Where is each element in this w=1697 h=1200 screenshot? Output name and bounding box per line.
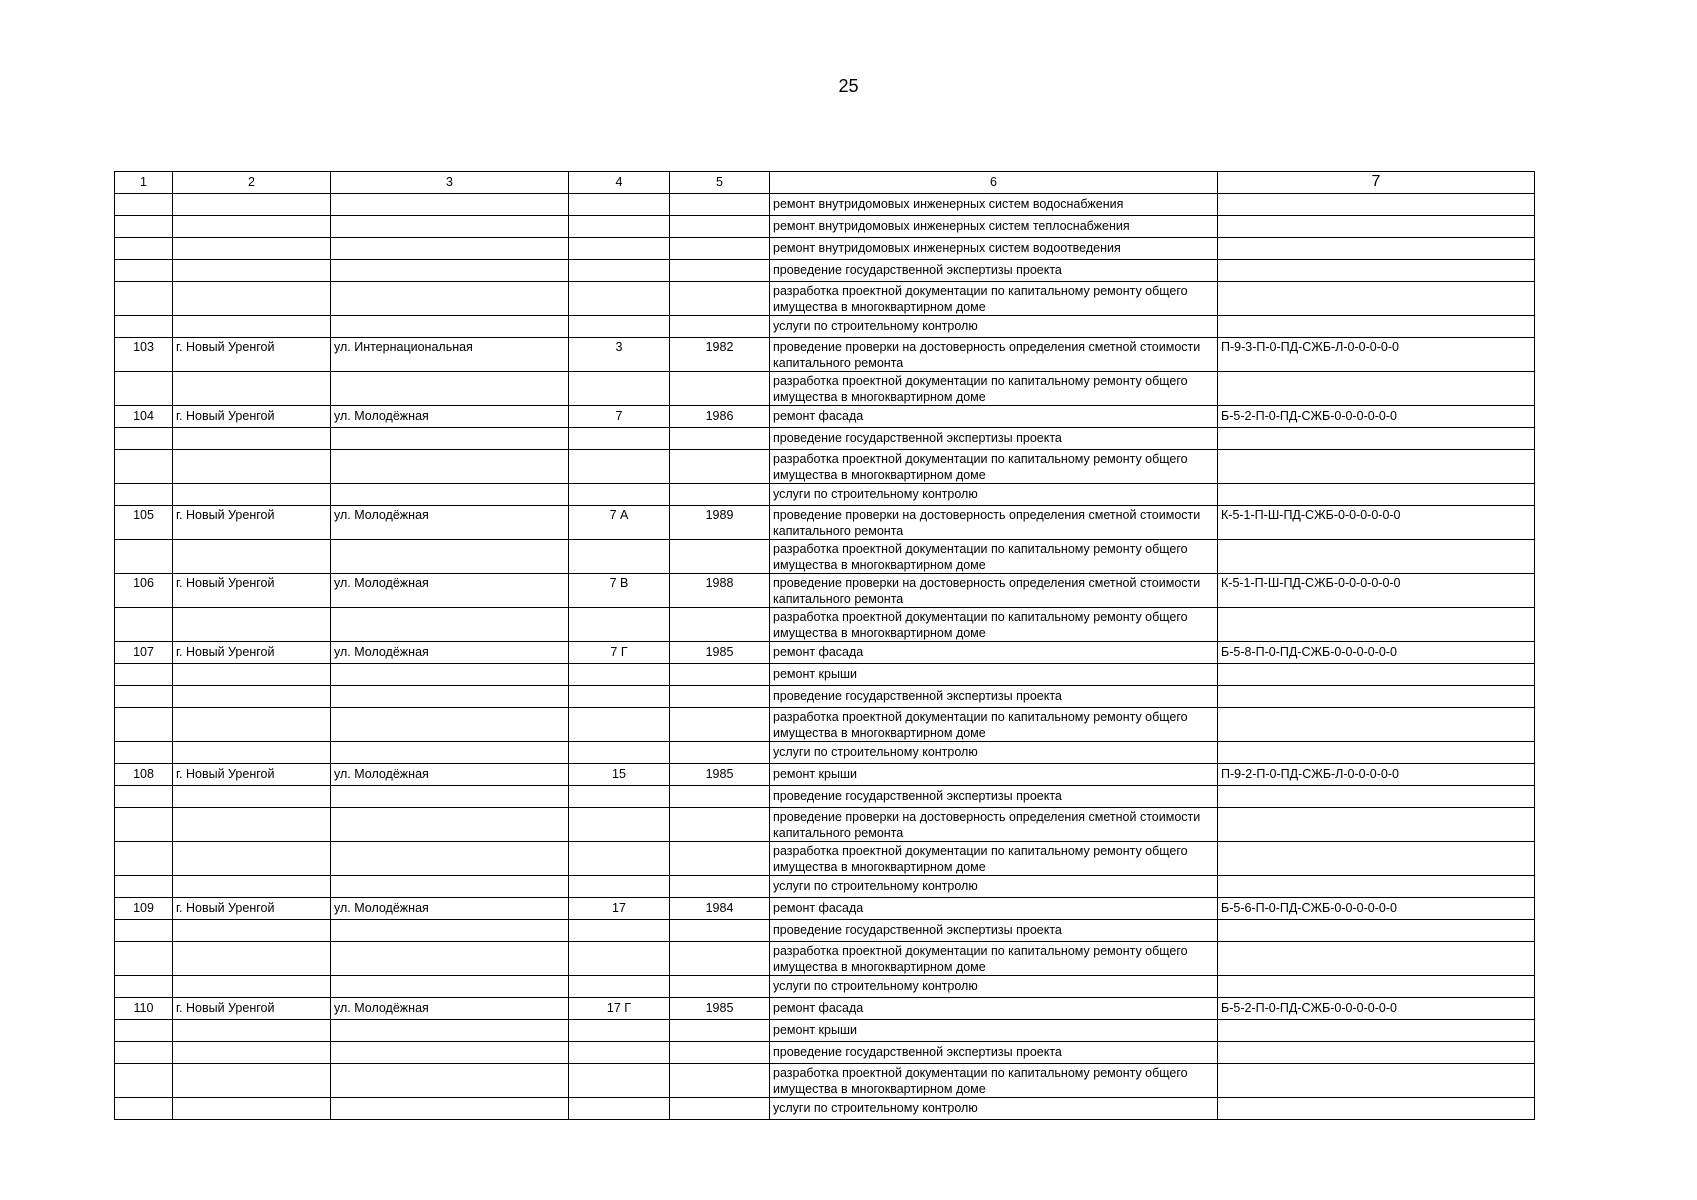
city-cell [173, 808, 331, 842]
row-number [115, 842, 173, 876]
city-cell [173, 708, 331, 742]
street-cell [331, 686, 569, 708]
row-number [115, 450, 173, 484]
table-row [115, 428, 1535, 450]
street-cell [331, 708, 569, 742]
city-cell [173, 976, 331, 998]
year-cell: 1989 [670, 506, 770, 540]
house-number-cell [569, 1042, 670, 1064]
year-cell [670, 686, 770, 708]
work-plan-table [114, 171, 1535, 1120]
row-number [115, 942, 173, 976]
street-cell: ул. Молодёжная [331, 898, 569, 920]
table-row [115, 1064, 1535, 1098]
header-cell-4: 4 [569, 172, 670, 194]
year-cell: 1984 [670, 898, 770, 920]
city-cell [173, 742, 331, 764]
header-cell-7: 7 [1218, 172, 1535, 194]
work-type-cell: ремонт фасада [770, 406, 1218, 428]
year-cell [670, 942, 770, 976]
header-cell-6: 6 [770, 172, 1218, 194]
street-cell: ул. Молодёжная [331, 574, 569, 608]
street-cell [331, 484, 569, 506]
work-type-cell: проведение проверки на достоверность определения сметной стоимости капитального ремонта [770, 574, 1218, 608]
row-number [115, 976, 173, 998]
year-cell: 1986 [670, 406, 770, 428]
table-row [115, 686, 1535, 708]
building-code-cell [1218, 316, 1535, 338]
city-cell [173, 372, 331, 406]
street-cell [331, 976, 569, 998]
city-cell [173, 540, 331, 574]
building-code-cell [1218, 540, 1535, 574]
row-number [115, 316, 173, 338]
table-row [115, 664, 1535, 686]
work-type-cell: ремонт внутридомовых инженерных систем теплоснабжения [770, 216, 1218, 238]
row-number: 104 [115, 406, 173, 428]
year-cell [670, 920, 770, 942]
street-cell [331, 540, 569, 574]
work-type-cell: проведение государственной экспертизы проекта [770, 260, 1218, 282]
building-code-cell: Б-5-2-П-0-ПД-СЖБ-0-0-0-0-0-0 [1218, 406, 1535, 428]
table-row [115, 808, 1535, 842]
table-row [115, 642, 1535, 664]
street-cell [331, 260, 569, 282]
building-code-cell [1218, 842, 1535, 876]
work-type-cell: разработка проектной документации по капитальному ремонту общего имущества в многоквартирном доме [770, 708, 1218, 742]
building-code-cell: Б-5-2-П-0-ПД-СЖБ-0-0-0-0-0-0 [1218, 998, 1535, 1020]
city-cell [173, 450, 331, 484]
table-row [115, 1098, 1535, 1120]
table-row [115, 876, 1535, 898]
year-cell [670, 428, 770, 450]
building-code-cell: Б-5-8-П-0-ПД-СЖБ-0-0-0-0-0-0 [1218, 642, 1535, 664]
table-row [115, 316, 1535, 338]
building-code-cell [1218, 238, 1535, 260]
row-number [115, 786, 173, 808]
table-row [115, 260, 1535, 282]
year-cell [670, 260, 770, 282]
city-cell [173, 238, 331, 260]
house-number-cell [569, 1064, 670, 1098]
house-number-cell [569, 942, 670, 976]
street-cell [331, 1020, 569, 1042]
city-cell [173, 608, 331, 642]
city-cell [173, 216, 331, 238]
table-row [115, 764, 1535, 786]
street-cell: ул. Молодёжная [331, 998, 569, 1020]
street-cell [331, 608, 569, 642]
city-cell: г. Новый Уренгой [173, 574, 331, 608]
city-cell: г. Новый Уренгой [173, 998, 331, 1020]
street-cell [331, 282, 569, 316]
work-type-cell: проведение государственной экспертизы проекта [770, 1042, 1218, 1064]
year-cell [670, 1098, 770, 1120]
house-number-cell [569, 238, 670, 260]
work-type-cell: разработка проектной документации по капитальному ремонту общего имущества в многоквартирном доме [770, 540, 1218, 574]
row-number [115, 540, 173, 574]
header-cell-3: 3 [331, 172, 569, 194]
work-type-cell: проведение проверки на достоверность определения сметной стоимости капитального ремонта [770, 338, 1218, 372]
row-number [115, 920, 173, 942]
street-cell [331, 1098, 569, 1120]
work-type-cell: разработка проектной документации по капитальному ремонту общего имущества в многоквартирном доме [770, 1064, 1218, 1098]
row-number [115, 260, 173, 282]
building-code-cell [1218, 1098, 1535, 1120]
table-row [115, 216, 1535, 238]
city-cell: г. Новый Уренгой [173, 506, 331, 540]
table-row [115, 540, 1535, 574]
street-cell [331, 1064, 569, 1098]
year-cell [670, 608, 770, 642]
table-body [115, 172, 1535, 1120]
year-cell [670, 1064, 770, 1098]
row-number [115, 216, 173, 238]
row-number: 107 [115, 642, 173, 664]
house-number-cell: 17 [569, 898, 670, 920]
building-code-cell [1218, 608, 1535, 642]
street-cell [331, 664, 569, 686]
house-number-cell: 7 А [569, 506, 670, 540]
building-code-cell [1218, 808, 1535, 842]
table-row [115, 506, 1535, 540]
house-number-cell: 17 Г [569, 998, 670, 1020]
street-cell [331, 920, 569, 942]
work-type-cell: проведение проверки на достоверность определения сметной стоимости капитального ремонта [770, 808, 1218, 842]
building-code-cell [1218, 686, 1535, 708]
row-number [115, 1042, 173, 1064]
table-row [115, 842, 1535, 876]
year-cell [670, 976, 770, 998]
year-cell [670, 316, 770, 338]
house-number-cell [569, 1020, 670, 1042]
table-row [115, 406, 1535, 428]
row-number [115, 282, 173, 316]
street-cell [331, 876, 569, 898]
building-code-cell: К-5-1-П-Ш-ПД-СЖБ-0-0-0-0-0-0 [1218, 574, 1535, 608]
city-cell: г. Новый Уренгой [173, 898, 331, 920]
year-cell [670, 1020, 770, 1042]
city-cell [173, 1020, 331, 1042]
year-cell [670, 664, 770, 686]
building-code-cell [1218, 260, 1535, 282]
street-cell: ул. Молодёжная [331, 506, 569, 540]
house-number-cell [569, 876, 670, 898]
city-cell [173, 1042, 331, 1064]
table-row [115, 1020, 1535, 1042]
building-code-cell [1218, 428, 1535, 450]
building-code-cell [1218, 708, 1535, 742]
building-code-cell [1218, 664, 1535, 686]
city-cell [173, 664, 331, 686]
street-cell: ул. Интернациональная [331, 338, 569, 372]
work-type-cell: проведение государственной экспертизы проекта [770, 920, 1218, 942]
house-number-cell [569, 484, 670, 506]
building-code-cell [1218, 194, 1535, 216]
city-cell [173, 194, 331, 216]
table-header-row [115, 172, 1535, 194]
house-number-cell [569, 976, 670, 998]
row-number [115, 1064, 173, 1098]
house-number-cell [569, 428, 670, 450]
street-cell [331, 942, 569, 976]
house-number-cell: 3 [569, 338, 670, 372]
row-number: 108 [115, 764, 173, 786]
city-cell: г. Новый Уренгой [173, 406, 331, 428]
row-number [115, 238, 173, 260]
table-row [115, 484, 1535, 506]
building-code-cell [1218, 976, 1535, 998]
street-cell [331, 238, 569, 260]
year-cell [670, 282, 770, 316]
year-cell: 1982 [670, 338, 770, 372]
header-cell-2: 2 [173, 172, 331, 194]
house-number-cell [569, 194, 670, 216]
header-cell-5: 5 [670, 172, 770, 194]
city-cell [173, 942, 331, 976]
street-cell [331, 742, 569, 764]
city-cell: г. Новый Уренгой [173, 764, 331, 786]
building-code-cell [1218, 876, 1535, 898]
row-number [115, 1020, 173, 1042]
table-row [115, 742, 1535, 764]
work-type-cell: проведение государственной экспертизы проекта [770, 686, 1218, 708]
table-row [115, 976, 1535, 998]
city-cell: г. Новый Уренгой [173, 642, 331, 664]
city-cell [173, 686, 331, 708]
street-cell [331, 428, 569, 450]
street-cell [331, 372, 569, 406]
year-cell [670, 876, 770, 898]
street-cell [331, 1042, 569, 1064]
year-cell [670, 742, 770, 764]
table-row [115, 282, 1535, 316]
street-cell: ул. Молодёжная [331, 642, 569, 664]
row-number: 110 [115, 998, 173, 1020]
city-cell [173, 842, 331, 876]
work-type-cell: проведение проверки на достоверность определения сметной стоимости капитального ремонта [770, 506, 1218, 540]
city-cell: г. Новый Уренгой [173, 338, 331, 372]
table-row [115, 372, 1535, 406]
city-cell [173, 920, 331, 942]
city-cell [173, 1064, 331, 1098]
city-cell [173, 316, 331, 338]
building-code-cell [1218, 372, 1535, 406]
house-number-cell [569, 260, 670, 282]
table-row [115, 1042, 1535, 1064]
row-number [115, 708, 173, 742]
table-row [115, 238, 1535, 260]
year-cell [670, 540, 770, 574]
year-cell [670, 1042, 770, 1064]
building-code-cell [1218, 1042, 1535, 1064]
year-cell [670, 450, 770, 484]
table-row [115, 786, 1535, 808]
house-number-cell [569, 664, 670, 686]
row-number: 106 [115, 574, 173, 608]
table-row [115, 608, 1535, 642]
building-code-cell: К-5-1-П-Ш-ПД-СЖБ-0-0-0-0-0-0 [1218, 506, 1535, 540]
work-type-cell: ремонт фасада [770, 898, 1218, 920]
year-cell [670, 194, 770, 216]
house-number-cell [569, 316, 670, 338]
street-cell: ул. Молодёжная [331, 406, 569, 428]
house-number-cell [569, 920, 670, 942]
house-number-cell: 7 Г [569, 642, 670, 664]
house-number-cell [569, 216, 670, 238]
row-number [115, 686, 173, 708]
house-number-cell [569, 608, 670, 642]
table-row [115, 450, 1535, 484]
year-cell [670, 842, 770, 876]
house-number-cell: 7 [569, 406, 670, 428]
house-number-cell [569, 540, 670, 574]
year-cell [670, 808, 770, 842]
year-cell: 1988 [670, 574, 770, 608]
year-cell: 1985 [670, 764, 770, 786]
building-code-cell: П-9-2-П-0-ПД-СЖБ-Л-0-0-0-0-0 [1218, 764, 1535, 786]
table-row [115, 942, 1535, 976]
city-cell [173, 428, 331, 450]
work-type-cell: ремонт крыши [770, 1020, 1218, 1042]
table-row [115, 338, 1535, 372]
city-cell [173, 786, 331, 808]
house-number-cell [569, 708, 670, 742]
year-cell [670, 708, 770, 742]
building-code-cell [1218, 484, 1535, 506]
building-code-cell [1218, 942, 1535, 976]
year-cell: 1985 [670, 998, 770, 1020]
work-type-cell: разработка проектной документации по капитальному ремонту общего имущества в многоквартирном доме [770, 282, 1218, 316]
row-number [115, 608, 173, 642]
table-row [115, 998, 1535, 1020]
street-cell [331, 450, 569, 484]
house-number-cell [569, 842, 670, 876]
house-number-cell [569, 282, 670, 316]
house-number-cell [569, 742, 670, 764]
building-code-cell [1218, 742, 1535, 764]
city-cell [173, 260, 331, 282]
house-number-cell [569, 450, 670, 484]
building-code-cell: Б-5-6-П-0-ПД-СЖБ-0-0-0-0-0-0 [1218, 898, 1535, 920]
work-type-cell: ремонт внутридомовых инженерных систем водоснабжения [770, 194, 1218, 216]
work-type-cell: услуги по строительному контролю [770, 1098, 1218, 1120]
year-cell [670, 786, 770, 808]
work-type-cell: проведение государственной экспертизы проекта [770, 786, 1218, 808]
table-row [115, 574, 1535, 608]
street-cell [331, 842, 569, 876]
year-cell [670, 216, 770, 238]
row-number [115, 808, 173, 842]
work-type-cell: ремонт фасада [770, 998, 1218, 1020]
year-cell [670, 484, 770, 506]
work-type-cell: разработка проектной документации по капитальному ремонту общего имущества в многоквартирном доме [770, 450, 1218, 484]
building-code-cell [1218, 1064, 1535, 1098]
table-row [115, 708, 1535, 742]
house-number-cell [569, 808, 670, 842]
header-cell-1: 1 [115, 172, 173, 194]
house-number-cell: 15 [569, 764, 670, 786]
building-code-cell [1218, 282, 1535, 316]
street-cell [331, 808, 569, 842]
row-number [115, 484, 173, 506]
work-type-cell: услуги по строительному контролю [770, 742, 1218, 764]
building-code-cell [1218, 450, 1535, 484]
work-type-cell: разработка проектной документации по капитальному ремонту общего имущества в многоквартирном доме [770, 372, 1218, 406]
work-type-cell: ремонт крыши [770, 764, 1218, 786]
table-row [115, 194, 1535, 216]
house-number-cell: 7 В [569, 574, 670, 608]
street-cell [331, 786, 569, 808]
building-code-cell [1218, 216, 1535, 238]
building-code-cell [1218, 920, 1535, 942]
building-code-cell [1218, 786, 1535, 808]
row-number [115, 876, 173, 898]
work-type-cell: разработка проектной документации по капитальному ремонту общего имущества в многоквартирном доме [770, 942, 1218, 976]
city-cell [173, 876, 331, 898]
row-number [115, 664, 173, 686]
city-cell [173, 282, 331, 316]
row-number [115, 194, 173, 216]
page-number: 25 [838, 76, 859, 96]
house-number-cell [569, 786, 670, 808]
table-row [115, 898, 1535, 920]
year-cell: 1985 [670, 642, 770, 664]
street-cell: ул. Молодёжная [331, 764, 569, 786]
building-code-cell: П-9-3-П-0-ПД-СЖБ-Л-0-0-0-0-0 [1218, 338, 1535, 372]
row-number: 105 [115, 506, 173, 540]
work-type-cell: ремонт внутридомовых инженерных систем водоотведения [770, 238, 1218, 260]
work-type-cell: услуги по строительному контролю [770, 316, 1218, 338]
building-code-cell [1218, 1020, 1535, 1042]
work-type-cell: проведение государственной экспертизы проекта [770, 428, 1218, 450]
work-type-cell: разработка проектной документации по капитальному ремонту общего имущества в многоквартирном доме [770, 842, 1218, 876]
street-cell [331, 316, 569, 338]
work-type-cell: услуги по строительному контролю [770, 876, 1218, 898]
table-row [115, 920, 1535, 942]
city-cell [173, 484, 331, 506]
year-cell [670, 372, 770, 406]
work-type-cell: разработка проектной документации по капитальному ремонту общего имущества в многоквартирном доме [770, 608, 1218, 642]
street-cell [331, 194, 569, 216]
year-cell [670, 238, 770, 260]
work-type-cell: услуги по строительному контролю [770, 976, 1218, 998]
row-number: 109 [115, 898, 173, 920]
street-cell [331, 216, 569, 238]
work-type-cell: услуги по строительному контролю [770, 484, 1218, 506]
row-number [115, 428, 173, 450]
row-number [115, 372, 173, 406]
house-number-cell [569, 686, 670, 708]
row-number [115, 1098, 173, 1120]
work-type-cell: ремонт крыши [770, 664, 1218, 686]
house-number-cell [569, 1098, 670, 1120]
city-cell [173, 1098, 331, 1120]
house-number-cell [569, 372, 670, 406]
row-number: 103 [115, 338, 173, 372]
row-number [115, 742, 173, 764]
work-type-cell: ремонт фасада [770, 642, 1218, 664]
